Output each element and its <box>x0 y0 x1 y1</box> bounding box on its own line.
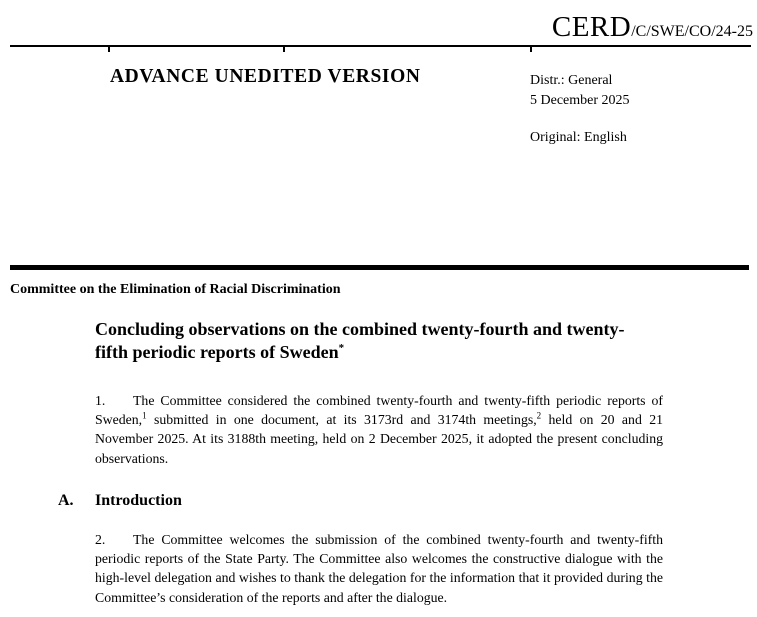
symbol-suffix: /C/SWE/CO/24-25 <box>631 23 753 40</box>
paragraph-1-text-c: held on 20 and 21 November 2025. At its 3188th meeting, held on 2 December 2025, it adopted the present concluding observations. <box>95 412 663 466</box>
footnote-ref-1: 1 <box>142 410 147 421</box>
section-a-heading <box>58 492 182 510</box>
date-line: 5 December 2025 <box>530 92 630 108</box>
footnote-ref-2: 2 <box>536 410 542 421</box>
rule-tick <box>283 47 285 52</box>
original-language-line: Original: English <box>530 130 627 145</box>
paragraph-2 <box>95 530 663 607</box>
committee-name: Committee on the Elimination of Racial Discrimination <box>10 282 341 297</box>
distribution-block <box>530 71 630 148</box>
title-text: Concluding observations on the combined twenty-fourth and twenty-fifth periodic reports of Sweden <box>95 319 625 362</box>
section-a-title: Introduction <box>95 492 182 509</box>
document-title <box>95 318 635 363</box>
symbol-main: CERD <box>551 11 632 43</box>
paragraph-1-text-b: submitted in one document, at its 3173rd and 3174th meetings, <box>146 412 537 428</box>
paragraph-1 <box>95 391 663 468</box>
paragraph-2-text: The Committee welcomes the submission of the combined twenty-fourth and twenty-fifth periodic reports of the State Party. The Committee also welcomes the constructive dialogue with the high-level delegation and wishes to thank the delegation for the information that it provided during the Committee’s consideration of the reports and after the dialogue. <box>95 532 663 605</box>
section-divider-bar <box>10 265 749 270</box>
section-a-label: A. <box>58 492 74 509</box>
rule-tick <box>108 47 110 52</box>
paragraph-2-number: 2. <box>95 532 106 547</box>
header-rule <box>10 45 751 47</box>
title-footnote-marker: * <box>338 341 345 354</box>
rule-tick <box>530 47 532 52</box>
advance-unedited-heading: ADVANCE UNEDITED VERSION <box>110 66 421 87</box>
paragraph-1-number: 1. <box>95 393 106 408</box>
document-symbol <box>552 13 753 42</box>
distr-line: Distr.: General <box>530 73 613 88</box>
paragraph-1-text-a: The Committee considered the combined twenty-fourth and twenty-fifth periodic reports of Sweden, <box>95 393 663 428</box>
